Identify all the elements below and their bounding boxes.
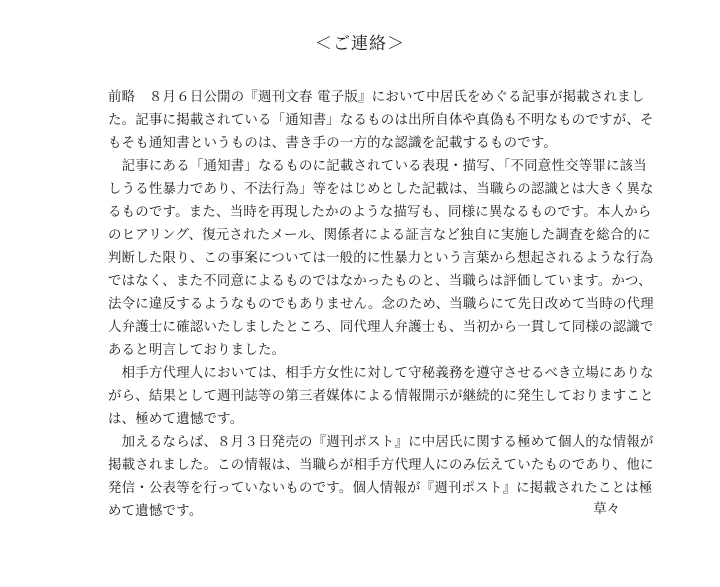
body-line-2: た。記事に掲載されている「通知書」なるものは出所自体や真偽も不明なものですが、そ [108,113,654,128]
body-line-10: 法令に違反するようなものでもありません。念のため、当職らにて先日改めて当時の代理 [108,297,654,312]
body-line-16: 加えるならば、８月３日発売の『週刊ポスト』に中居氏に関する極めて個人的な情報が [108,435,654,450]
closing-salutation: 草々 [593,502,620,517]
body-line-13: 相手方代理人においては、相手方女性に対して守秘義務を遵守させるべき立場にありな [108,366,654,381]
body-line-5: しうる性暴力であり、不法行為」等をはじめとした記載は、当職らの認識とは大きく異な [108,182,654,197]
body-line-11: 人弁護士に確認いたしましたところ、同代理人弁護士も、当初から一貫して同様の認識で [108,320,654,335]
body-line-19: めて遺憾です。 [108,504,203,519]
body-line-18: 発信・公表等を行っていないものです。個人情報が『週刊ポスト』に掲載されたことは極 [108,481,653,496]
body-line-6: るものです。また、当時を再現したかのような描写も、同様に異なるものです。本人から [108,205,652,220]
body-line-9: ではなく、また不同意によるものではなかったものと、当職らは評価しています。かつ、 [108,274,652,289]
body-line-4: 記事にある「通知書」なるものに記載されている表現・描写、「不同意性交等罪に該当 [108,159,647,174]
body-line-17: 掲載されました。この情報は、当職らが相手方代理人にのみ伝えていたものであり、他に [108,458,654,473]
body-line-1: 前略 ８月６日公開の『週刊文春 電子版』において中居氏をめぐる記事が掲載されまし [108,90,645,105]
body-line-3: もそも通知書というものは、書き手の一方的な認識を記載するものです。 [108,136,558,151]
body-line-8: 判断した限り、この事案については一般的に性暴力という言葉から想起されるような行為 [108,251,654,266]
body-line-12: あると明言しておりました。 [108,343,286,358]
body-line-7: のヒアリング、復元されたメール、関係者による証言など独自に実施した調査を総合的に [108,228,651,243]
body-line-14: がら、結果として週刊誌等の第三者媒体による情報開示が継続的に発生しておりますこと [108,389,654,404]
body-line-15: は、極めて遺憾です。 [108,412,244,427]
document-title: ＜ご連絡＞ [315,34,405,54]
